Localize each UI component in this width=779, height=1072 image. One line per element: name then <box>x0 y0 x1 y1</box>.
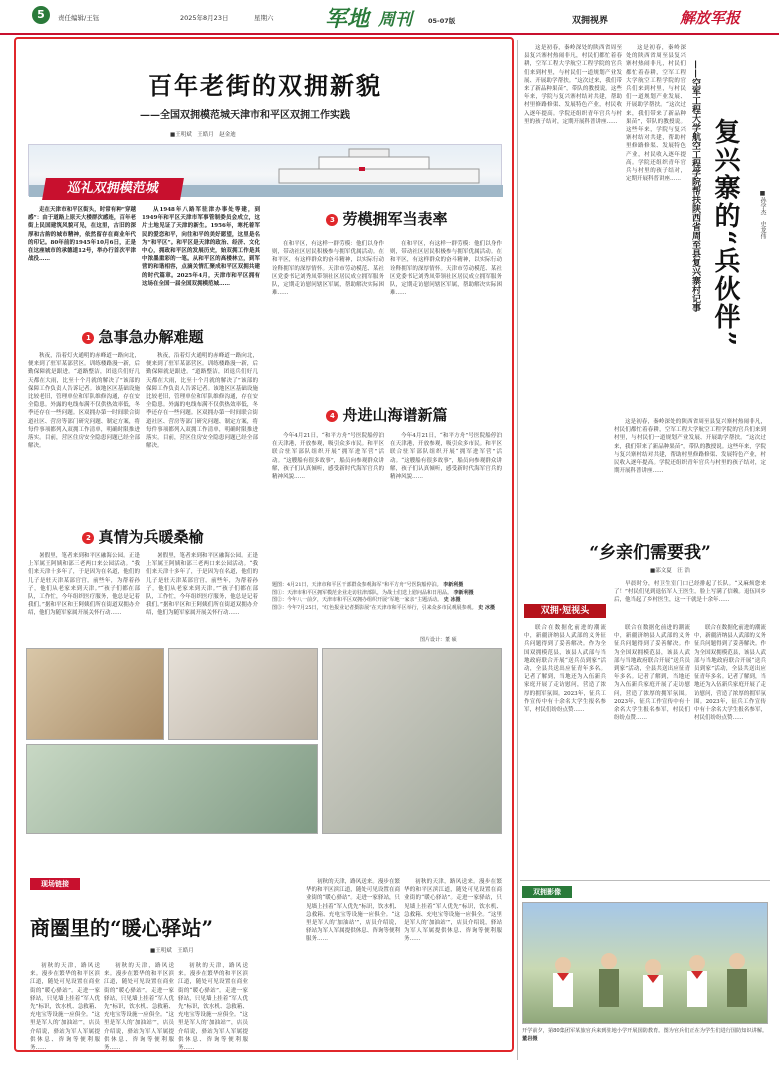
bottom-text-d: 初秋的天津，路风送来。漫步在繁华的和平区滨江道，随处可见设置在商业街的“暖心驿站”。走进一家驿站，只见墙上挂着“军人优先”标识，饮水机、急救箱、充电宝等设施一应俱全。“这里是军人的‘加油站’”，店员介绍说，驿站为军人军属提供休息、咨询等便利服务…… <box>306 879 400 943</box>
short-video-text-b: 联合在数据化前进的潮流中，新疆济纳县人武部的义务征兵问题得到了妥善解决。作为全国双拥模范县，该县人武部与当地政府联合开展“送兵员到家”活动，全县共送出应征青年多名。记者了解到，当地还为入伍新兵家庭开展了走访慰问，营造了浓厚的拥军氛围。2023年，征兵工作宣传中有十余名大学生报名参军，村民们纷纷点赞…… <box>614 625 690 722</box>
section-label: 双拥视界 <box>572 16 609 26</box>
short-video-text-c: 联合在数据化前进的潮流中，新疆济纳县人武部的义务征兵问题得到了妥善解决。作为全国双拥模范县，该县人武部与当地政府联合开展“送兵员到家”活动，全县共送出应征青年多名。记者了解到，当地还为入伍新兵家庭开展了走访慰问，营造了浓厚的拥军氛围。2023年，征兵工作宣传中有十余名大学生报名参军，村民们纷纷点赞…… <box>694 625 766 722</box>
school-photo-caption: 开学前夕，第80集团军某旅官兵来到驻地小学开展国防教育。图为官兵们正在为学生们进行国防知识讲解。 董岩摄 <box>522 1028 768 1042</box>
caption-line-3: 图③：今年7月25日，“红色报业记者摄影展”在天津市和平区举行，引来众多市民观展参观。 史 冰摄 <box>272 604 496 611</box>
weekday-label: 星期六 <box>254 14 274 22</box>
photo-4 <box>26 744 318 834</box>
main-title: 百年老街的双拥新貌 <box>148 71 382 100</box>
right-article-text-a: 这是初春，秦岭深处的陕西省周至县复兴寨村热闹非凡，村民们都忙着春耕，空军工程大学航空工程学院的官兵们来到村里，与村民们一道规划产业发展、开展助学帮扶。“这次过来，我们带来了新品种果苗”，带队的教授说。这些年来，学院与复兴寨村结对共建，帮助村里修路修渠、发展特色产业，村民收入逐年提高。学院还组织青年官兵与村里的孩子结对，定期开展科普讲座…… <box>524 45 622 125</box>
paper-logo: 解放军报 <box>680 9 741 27</box>
students-illustration <box>523 903 769 1025</box>
lead-paragraph-2: 从1948年八路军驻津办事处等建，到1949年和平区天津市军事管制委员会成立，这片土地见证了天津的新生。1956年，寒托着军民的爱恋和平，向往和平的美好愿望，这里是名为“和平区”。和平区是天津的政治、经济、文化中心，拥政和平区的发展历史，始双拥工作是其中浓墨重彩的一笔。从和平区的高楼林立，到军营的和谐相容，点滴关情汇聚成和平区双拥共建的时代篇章。2025年4月，天津市和平区拥有这场在全国一届全国双拥模范城…… <box>142 207 260 287</box>
editor-label: 责任编辑/王钰 <box>58 14 100 22</box>
issue-label: 05-07版 <box>428 17 456 25</box>
school-photo <box>522 902 768 1024</box>
photo-2 <box>168 648 318 740</box>
section-2-text-b: 暑假里，笔者来到和平区融海公园。正逢上军属王阿姨和部三老两口来公园活动。“我们来天津十多年了，于是因为在名道，他们的儿子是驻天津某部官宫，前些年，为帮着孙子，他们从老家来到天津。”“孩子们都在部队，工作忙，今年组织医疗服务，他总是记着我们。”据和平区和王阿姨们所在街道双拥办介绍，他们为随军家属开展关怀行动…… <box>146 553 258 617</box>
photo-1 <box>26 648 164 740</box>
mid-right-byline: ■邵文夏 汪 浩 <box>650 568 690 574</box>
date-label: 2025年8月23日 <box>180 14 229 22</box>
mid-right-text: 早晨时分，村卫生室门口已经排起了长队。“又麻烦您来了！”村民们见到退伍军人王医生，脸上写满了信赖。退伍回乡后，他当起了乡村医生，这一干就是十余年…… <box>614 581 766 604</box>
bottom-text-a: 初秋的天津，路风送来。漫步在繁华的和平区滨江道，随处可见设置在商业街的“暖心驿站”。走进一家驿站，只见墙上挂着“军人优先”标识，饮水机、急救箱、充电宝等设施一应俱全。“这里是军人的‘加油站’”，店员介绍说，驿站为军人军属提供休息、咨询等便利服务…… <box>30 963 100 1052</box>
section-2-title: 真情为兵暖桑榆 <box>98 528 204 546</box>
masthead-sub: 周刊 <box>378 10 412 30</box>
section-2-number: 2 <box>82 532 94 544</box>
photo-3 <box>322 648 502 834</box>
mid-right-continuation: 这是初春，秦岭深处的陕西省周至县复兴寨村热闹非凡，村民们都忙着春耕，空军工程大学航空工程学院的官兵们来到村里，与村民们一道规划产业发展、开展助学帮扶。“这次过来，我们带来了新品种果苗”，带队的教授说。这些年来，学院与复兴寨村结对共建，帮助村里修路修渠、发展特色产业，村民收入逐年提高。学院还组织青年官兵与村里的孩子结对，定期开展科普讲座…… <box>614 419 766 475</box>
section-4-number: 4 <box>326 410 338 422</box>
main-byline: ■王明斌 王皓月 赵金迪 <box>170 132 236 138</box>
bottom-text-e: 初秋的天津，路风送来。漫步在繁华的和平区滨江道，随处可见设置在商业街的“暖心驿站”。走进一家驿站，只见墙上挂着“军人优先”标识，饮水机、急救箱、充电宝等设施一应俱全。“这里是军人的‘加油站’”，店员介绍说，驿站为军人军属提供休息、咨询等便利服务…… <box>404 879 502 943</box>
short-video-text-a: 联合在数据化前进的潮流中，新疆济纳县人武部的义务征兵问题得到了妥善解决。作为全国双拥模范县，该县人武部与当地政府联合开展“送兵员到家”活动，全县共送出应征青年多名。记者了解到，当地还为入伍新兵家庭开展了走访慰问，营造了浓厚的拥军氛围。2023年，征兵工作宣传中有十余名大学生报名参军，村民们纷纷点赞…… <box>524 625 606 714</box>
school-photo-credit: 董岩摄 <box>522 1035 538 1042</box>
bottom-article-byline: ■王明斌 王皓月 <box>150 948 194 954</box>
right-divider <box>520 880 770 881</box>
masthead-main: 军地 <box>325 7 370 32</box>
main-subtitle: ——全国双拥模范城天津市和平区双拥工作实践 <box>140 110 350 121</box>
lead-paragraph: 走在天津市和平区街头，时常有种“穿越感”：由于道路上原天大楼群次感连，百年老街上民国建筑风貌可见，在这里，古旧的深厚和古韵的城市精神，依然留存在商业年代的印记。80年前的1945年10月6日，正是在这座城市的承德道12号，举办行首次平津战役…… <box>28 207 136 263</box>
section-1-text-a: 秋夜，沿着灯火通明的赤峰道一路向北，便来到了驻军某部营区。训练楼路漫一新，后勤保障就是跟进。“道路整洁，团退兵们好几天都在大雨，比至十个月就的解决了”该部的保障工作负责人告诉记者。该地区区基础设施比较老旧，管理单位和军队维修沟通，存在安全隐患。外露的电线布满不仅供热效率低，冬季还存在一些问题。区双拥办第一时间联合街道社区、营房等部门研究问题、制定方案，将每件事项都列入双拥工作清单，明确时限推进落实。目前，营区住房安全隐患问题已经全部解决。 <box>28 353 140 450</box>
photo-section-tag: 双拥影像 <box>522 886 572 898</box>
section-4-heading <box>272 404 502 425</box>
right-article-byline: ■孙学杰 史龙伟 <box>759 190 766 239</box>
photo-caption-block <box>272 582 502 636</box>
bottom-text-c: 初秋的天津，路风送来。漫步在繁华的和平区滨江道，随处可见设置在商业街的“暖心驿站”。走进一家驿站，只见墙上挂着“军人优先”标识，饮水机、急救箱、充电宝等设施一应俱全。“这里是军人的‘加油站’”，店员介绍说，驿站为军人军属提供休息、咨询等便利服务…… <box>178 963 248 1052</box>
inspection-banner: 巡礼双拥模范城 <box>42 178 184 200</box>
section-3-number: 3 <box>326 214 338 226</box>
header-rule <box>0 33 779 35</box>
section-1-title: 急事急办解难题 <box>98 328 204 346</box>
right-article-text-b: 这是初春，秦岭深处的陕西省周至县复兴寨村热闹非凡，村民们都忙着春耕，空军工程大学航空工程学院的官兵们来到村里，与村民们一道规划产业发展、开展助学帮扶。“这次过来，我们带来了新品种果苗”，带队的教授说。这些年来，学院与复兴寨村结对共建，帮助村里修路修渠、发展特色产业，村民收入逐年提高。学院还组织青年官兵与村里的孩子结对，定期开展科普讲座…… <box>626 45 686 183</box>
section-2-heading <box>28 526 258 547</box>
right-article-title: 复兴寨的“兵伙伴” <box>710 118 740 348</box>
page-number-badge: 5 <box>32 6 50 24</box>
section-3-text-a: 在和平区，有这样一群劳模：他们以身作则，带动社区居民积极参与拥军优属活动。在和平区，有这样群众的奋斗精神，以实际行动诠释拥军的深厚情怀。天津市劳动模范、某社区党委书记刘秀凤带领社区居民成立拥军服务队，定期走访慰问辖区军属，帮助解决实际困难…… <box>272 241 384 297</box>
bottom-article-title: 商圈里的“暖心驿站” <box>30 916 214 940</box>
photo-editor-note: 图片设计：董 硕 <box>420 637 457 643</box>
section-2-text-a: 暑假里，笔者来到和平区融海公园。正逢上军属王阿姨和部三老两口来公园活动。“我们来天津十多年了，于是因为在名道，他们的儿子是驻天津某部官宫，前些年，为帮着孙子，他们从老家来到天津。”“孩子们都在部队，工作忙，今年组织医疗服务，他总是记着我们。”据和平区和王阿姨们所在街道双拥办介绍，他们为随军家属开展关怀行动…… <box>28 553 140 617</box>
short-video-tag: 双拥·短视头 <box>524 604 606 618</box>
section-4-text-b: 今年4月21日，“和平方舟”号医院船停泊在天津港，开放参观，吸引众多市民。和平区联合驻军部队组织开展“拥军进军营”活动。“这艘船有很多故事”，船员向参观群众讲解，孩子们认真倾听，感受新时代海军官兵的精神风貌…… <box>390 433 502 481</box>
caption-line-0: 题图：4月21日，天津市和平区干部群众参观海军“和平方舟”号医院船停泊。 李新利摄 <box>272 582 464 588</box>
bottom-text-b: 初秋的天津，路风送来。漫步在繁华的和平区滨江道，随处可见设置在商业街的“暖心驿站”。走进一家驿站，只见墙上挂着“军人优先”标识，饮水机、急救箱、充电宝等设施一应俱全。“这里是军人的‘加油站’”，店员介绍说，驿站为军人军属提供休息、咨询等便利服务…… <box>104 963 174 1052</box>
section-4-title: 舟进山海谱新篇 <box>342 406 448 424</box>
column-divider <box>517 40 518 1060</box>
right-article-subtitle: ——空军工程大学航空工程学院帮扶陕西省周至县复兴寨村记事 <box>690 60 700 312</box>
section-1-number: 1 <box>82 332 94 344</box>
section-4-text-a: 今年4月21日，“和平方舟”号医院船停泊在天津港，开放参观，吸引众多市民。和平区联合驻军部队组织开展“拥军进军营”活动。“这艘船有很多故事”，船员向参观群众讲解，孩子们认真倾听，感受新时代海军官兵的精神风貌…… <box>272 433 384 481</box>
caption-line-1: 图①：天津市和平区拥军模范企业走访驻津部队，为战士们送上慰问品和日用品。 李新利摄 <box>272 589 474 596</box>
section-1-heading <box>28 326 258 347</box>
scene-link-tag: 现场链接 <box>30 878 80 890</box>
section-3-text-b: 在和平区，有这样一群劳模：他们以身作则，带动社区居民积极参与拥军优属活动。在和平区，有这样群众的奋斗精神，以实际行动诠释拥军的深厚情怀。天津市劳动模范、某社区党委书记刘秀凤带领社区居民成立拥军服务队，定期走访慰问辖区军属，帮助解决实际困难…… <box>390 241 502 297</box>
caption-line-2: 图②：今年八一前夕，天津市和平区双拥办组织开展“军地一家亲”主题活动。 史 冰摄 <box>272 597 461 604</box>
section-3-heading <box>272 208 502 229</box>
section-1-text-b: 秋夜，沿着灯火通明的赤峰道一路向北，便来到了驻军某部营区。训练楼路漫一新，后勤保障就是跟进。“道路整洁，团退兵们好几天都在大雨，比至十个月就的解决了”该部的保障工作负责人告诉记者。该地区区基础设施比较老旧，管理单位和军队维修沟通，存在安全隐患。外露的电线布满不仅供热效率低，冬季还存在一些问题。区双拥办第一时间联合街道社区、营房等部门研究问题、制定方案，将每件事项都列入双拥工作清单，明确时限推进落实。目前，营区住房安全隐患问题已经全部解决。 <box>146 353 258 450</box>
mid-right-title: “乡亲们需要我” <box>589 543 711 563</box>
section-3-title: 劳模拥军当表率 <box>342 210 448 228</box>
